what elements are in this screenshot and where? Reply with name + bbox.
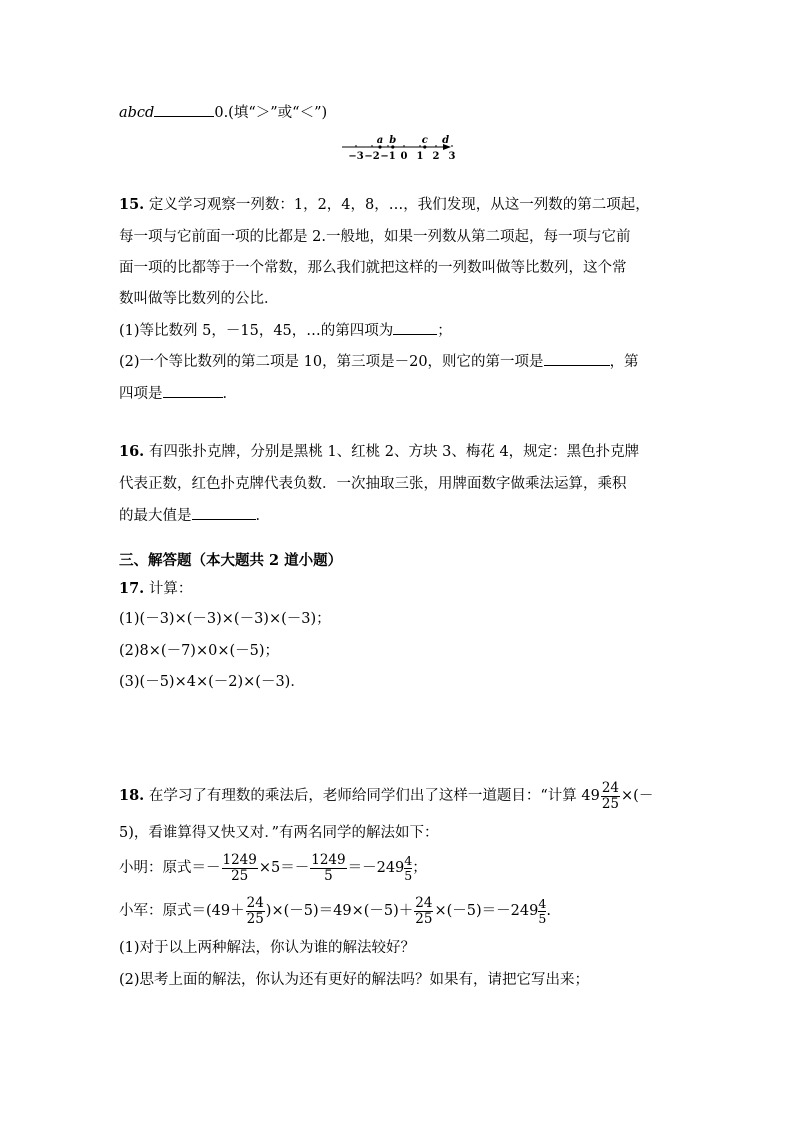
q18-line2: 5)，看谁算得又快又对．”有两名同学的解法如下：: [119, 825, 439, 841]
q17-item3: (3)(－5)×4×(－2)×(－3)．: [119, 674, 305, 690]
q15-sub2-text: (2)一个等比数列的第二项是 10，第三项是－20，则它的第一项是: [119, 354, 544, 370]
q16-number: 16.: [119, 443, 145, 460]
q15-sub2-mid: ，第: [609, 354, 639, 370]
fraction-denominator: 5: [404, 867, 413, 883]
q15-line3: 面一项的比都等于一个常数，那么我们就把这样的一列数叫做等比数列，这个常: [119, 260, 627, 276]
number-line-tick-label: −3: [348, 151, 364, 162]
number-line-tick-label: −1: [380, 151, 396, 162]
q17-item1: (1)(－3)×(－3)×(－3)×(－3)；: [119, 611, 331, 627]
q16-text-3: 的最大值是: [119, 508, 192, 524]
q15-text-1: 定义学习观察一列数：1，2，4，8，…，我们发现，从这一列数的第二项起，: [148, 197, 650, 213]
q14-fill-line: [119, 102, 327, 123]
xiaojun-text-c: ×(－5)＝－249: [434, 903, 539, 919]
q18-number: 18.: [119, 787, 145, 804]
xiaoming-fraction-2: [310, 853, 346, 884]
number-line-tick-label: 0: [400, 151, 408, 162]
q14-expression: abcd: [119, 105, 155, 121]
q15-sub2-blank1[interactable]: [544, 351, 610, 366]
xiaoming-text-c: ＝－249: [347, 860, 405, 876]
q18-sub2: (2)思考上面的解法，你认为还有更好的解法吗？如果有，请把它写出来；: [119, 972, 590, 988]
fraction-numerator: 4: [538, 895, 547, 911]
q17-title: 计算：: [148, 581, 193, 597]
xiaojun-text-b: )×(－5)＝49×(－5)＋: [265, 903, 414, 919]
fraction-numerator: 24: [246, 894, 264, 911]
xiaojun-label: 小军：原式＝(49＋: [119, 903, 245, 919]
q18-xiaoming-line: [119, 850, 427, 886]
number-line-tick-label: 2: [432, 151, 440, 162]
q18-main-fraction: [601, 781, 620, 812]
q17-item2: (2)8×(－7)×0×(－5)；: [119, 643, 280, 659]
q15-sub1-end: ；: [437, 323, 452, 339]
q15-line4: 数叫做等比数列的公比．: [119, 291, 279, 307]
q18-text-1b: ×(－: [621, 788, 654, 804]
xiaoming-text-b: ×5＝－: [258, 860, 310, 876]
q16-line1: [119, 442, 639, 462]
number-line-point-label: a: [376, 135, 384, 146]
xiaojun-fraction-1: [246, 896, 265, 927]
xiaoming-end: ；: [412, 860, 427, 876]
fraction-numerator: 1249: [222, 851, 257, 868]
number-line-point-label: d: [442, 135, 450, 146]
fraction-numerator: 24: [601, 779, 620, 796]
number-line: [339, 132, 459, 164]
q17-number: 17.: [119, 580, 145, 597]
q15-sub2: [119, 351, 639, 372]
fraction-numerator: 1249: [311, 851, 346, 868]
xiaoming-fraction-1: [222, 853, 258, 884]
fraction-numerator: 4: [404, 852, 413, 868]
q15-sub2-cont: [119, 383, 237, 404]
xiaoming-label: 小明：原式＝－: [119, 860, 221, 876]
q15-line2: 每一项与它前面一项的比都是 2.一般地，如果一列数从第二项起，每一项与它前: [119, 229, 631, 245]
q18-line1: [119, 778, 653, 814]
xiaojun-end: .: [546, 903, 551, 919]
q16-end: ．: [255, 508, 270, 524]
q15-sub1-blank[interactable]: [393, 320, 437, 335]
fraction-denominator: 5: [324, 867, 333, 884]
fraction-numerator: 24: [415, 894, 433, 911]
q16-text-1: 有四张扑克牌，分别是黑桃 1、红桃 2、方块 3、梅花 4，规定：黑色扑克牌: [148, 444, 640, 460]
number-line-point-label: b: [389, 135, 397, 146]
q15-sub2-cont-text: 四项是: [119, 386, 163, 402]
q16-answer-blank[interactable]: [192, 505, 256, 520]
fraction-denominator: 25: [246, 910, 264, 927]
q15-sub1: [119, 320, 452, 341]
q14-fill-instruction: 0.(填“＞”或“＜”): [214, 105, 328, 121]
number-line-tick-label: −2: [364, 151, 380, 162]
fraction-denominator: 25: [415, 910, 433, 927]
number-line-tick-label: 3: [448, 151, 456, 162]
section3-heading: 三、解答题（本大题共 2 道小题）: [119, 552, 343, 569]
q15-line1: [119, 195, 650, 215]
q15-sub2-blank2[interactable]: [163, 383, 223, 398]
q16-line3: [119, 505, 270, 526]
q15-number: 15.: [119, 196, 145, 213]
number-line-point-label: c: [421, 135, 428, 146]
q15-sub1-text: (1)等比数列 5，－15，45，…的第四项为: [119, 323, 394, 339]
xiaojun-fraction-2: [414, 896, 433, 927]
q16-line2: 代表正数，红色扑克牌代表负数．一次抽取三张，用牌面数字做乘法运算，乘积: [119, 476, 627, 492]
q17-title-line: [119, 579, 192, 599]
q14-answer-blank[interactable]: [154, 102, 214, 117]
q18-xiaojun-line: [119, 893, 551, 929]
fraction-denominator: 25: [231, 867, 249, 884]
q18-text-1: 在学习了有理数的乘法后，老师给同学们出了这样一道题目：“计算 49: [148, 788, 600, 804]
fraction-denominator: 5: [538, 910, 547, 926]
q18-sub1: (1)对于以上两种解法，你认为谁的解法较好？: [119, 940, 416, 956]
fraction-denominator: 25: [601, 795, 620, 812]
number-line-tick-label: 1: [416, 151, 424, 162]
q15-sub2-end: ．: [222, 386, 237, 402]
